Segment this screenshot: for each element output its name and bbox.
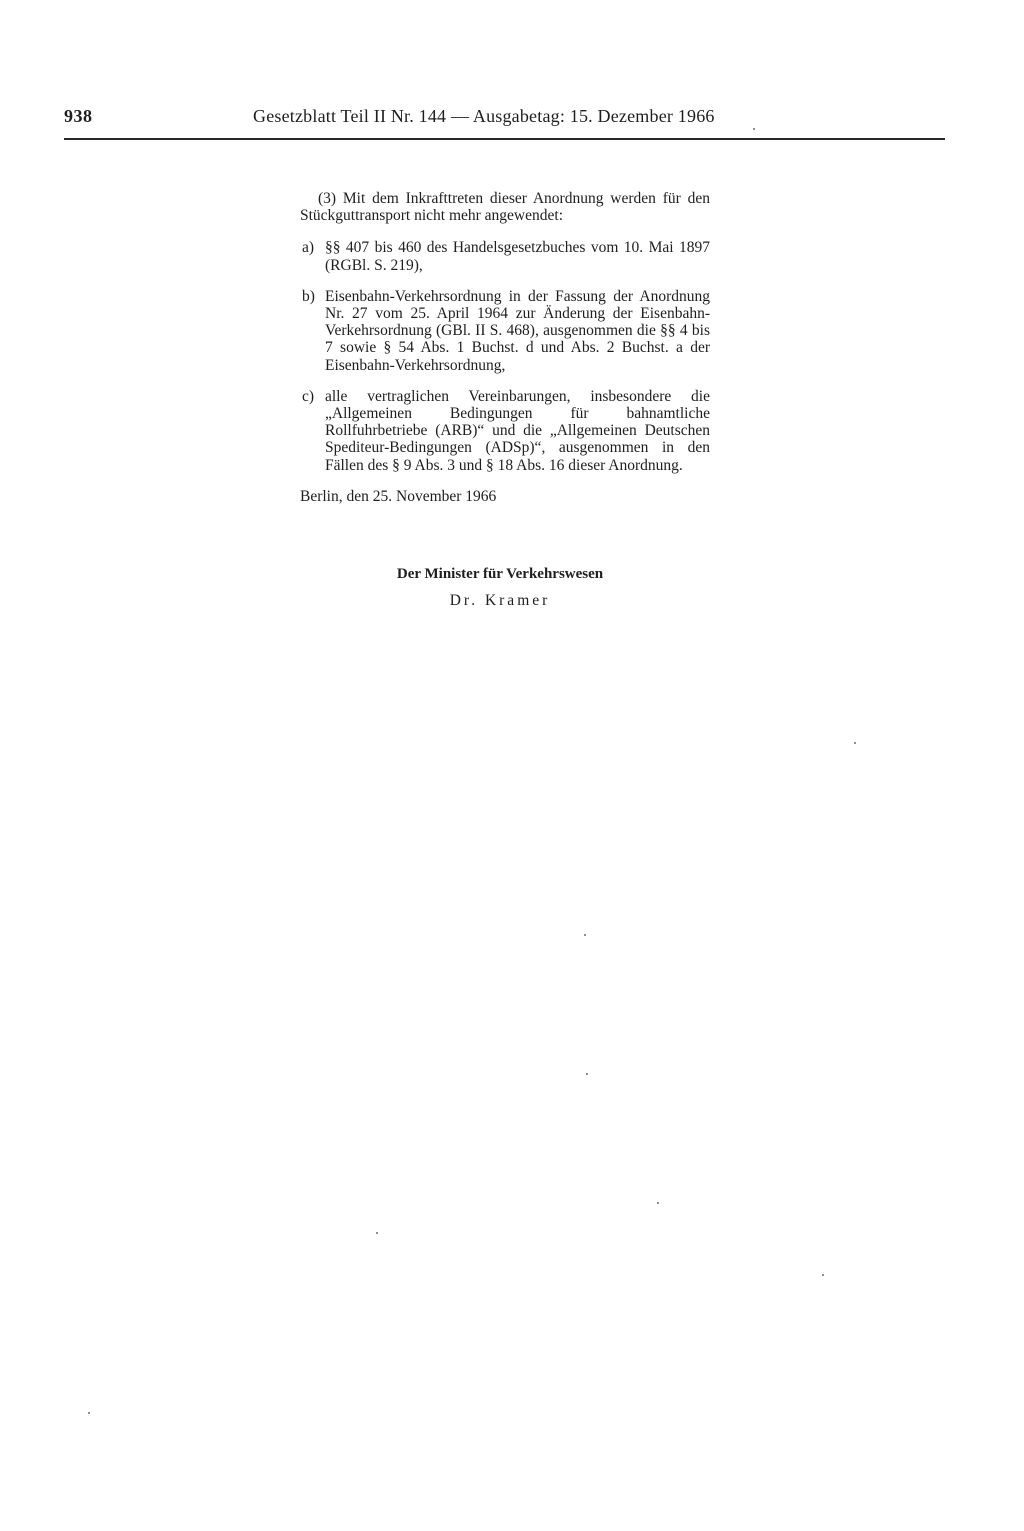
place-date: Berlin, den 25. November 1966 (300, 487, 497, 505)
scan-speck (586, 1073, 588, 1075)
scan-speck (753, 128, 755, 130)
scan-speck (854, 742, 856, 744)
list-item-b (300, 288, 710, 374)
main-text (300, 190, 710, 505)
scan-speck (584, 934, 586, 936)
scan-speck (657, 1202, 659, 1204)
list-item-text: alle vertraglichen Vereinbarungen, insbesondere die „Allgemeinen Bedingungen für bahnamtliche Rollfuhrbetriebe (ARB)“ und die „Allgemeinen Deutschen Spediteur-Bedingungen (ADSp)“, ausgenommen in den Fällen des § 9 Abs. 3 und § 18 Abs. 16 dieser Anordnung. (325, 387, 710, 474)
signatory-name: Dr. Kramer (449, 592, 551, 609)
header-rule (64, 138, 945, 140)
signature-title: Der Minister für Verkehrswesen (396, 566, 604, 582)
running-head: Gesetzblatt Teil II Nr. 144 — Ausgabetag: 15. Dezember 1966 (253, 106, 715, 126)
list-marker: b) (302, 287, 315, 305)
scan-speck (88, 1412, 90, 1414)
scan-speck (822, 1274, 824, 1276)
page-number: 938 (64, 106, 93, 126)
list-item-text: Eisenbahn-Verkehrsordnung in der Fassung der Anordnung Nr. 27 vom 25. April 1964 zur Änderung der Eisenbahn-Verkehrsordnung (GBl. II S. 468), ausgenommen die §§ 4 bis 7 sowie § 54 Abs. 1 Buchst. d und Abs. 2 Buchst. a der Eisenbahn-Verkehrsordnung, (325, 287, 710, 374)
list-marker: a) (302, 239, 315, 257)
list-item-c (300, 388, 710, 474)
list-item-a (300, 239, 710, 273)
scan-speck (376, 1232, 378, 1234)
list-item-text: §§ 407 bis 460 des Handelsgesetzbuches vom 10. Mai 1897 (RGBl. S. 219), (325, 239, 710, 274)
intro-paragraph: (3) Mit dem Inkrafttreten dieser Anordnung werden für den Stückguttransport nicht mehr angewendet: (300, 190, 710, 225)
list-marker: c) (302, 387, 315, 405)
